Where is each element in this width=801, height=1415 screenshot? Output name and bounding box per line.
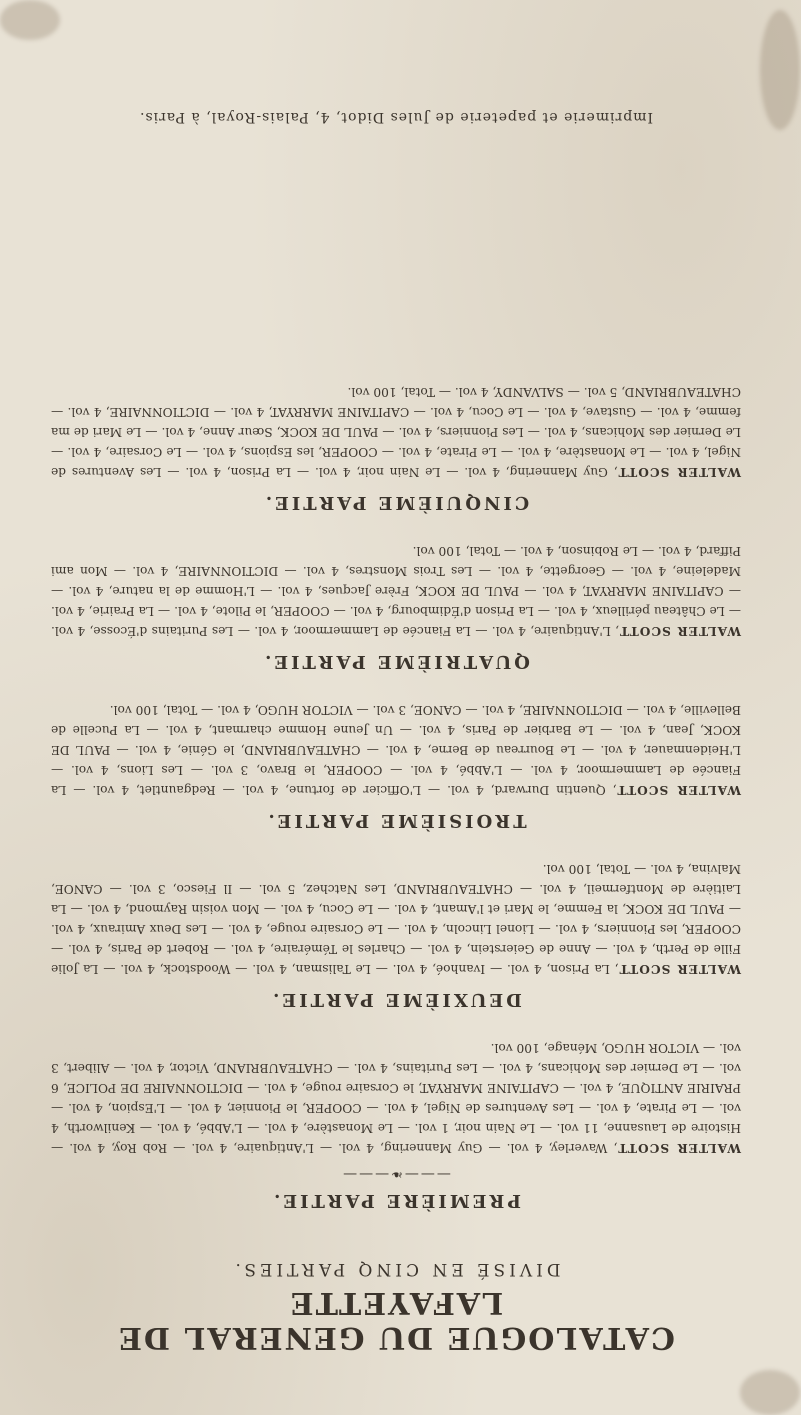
author-lead: WALTER SCOTT [619,624,741,638]
part-list [51,1038,741,1158]
author-lead: WALTER SCOTT [617,465,741,479]
part-text: , La Prison, 4 vol. — Ivanhoé, 4 vol. — Le Talisman, 4 vol. — Woodstock, 4 vol. — La Jolie Fille de Perth, 4 vol. — Anne de Geierstein, 4 vol. — Charles le Téméraire, 4 vol. — Robert de Paris, 4 vol. — COOPER, les Pionniers, 4 vol. — Lionel Lincoln, 4 vol. — Le Corsaire rouge, 4 vol. — Les Deux Amiraux, 4 vol. — PAUL DE KOCK, la Femme, le Mari et l'Amant, 4 vol. — Le Cocu, 4 vol. — Mon voisin Raymond, 4 vol. — La Laitière de Montfermeil, 4 vol. — CHATEAUBRIAND, Les Natchez, 5 vol. — Il Fiesco, 3 vol. — CANOE, Malvina, 4 vol. — Total, 100 vol. [51,862,741,976]
part-heading: TROISIÈME PARTIE. [265,810,527,831]
catalogue-content [51,109,741,1355]
part-section [51,541,741,672]
part-text: , Guy Mannering, 4 vol. — Le Nain noir, 4 vol. — La Prison, 4 vol. — Les Aventures de Nigel, 4 vol. — Le Monastère, 4 vol. — Le Pirate, 4 vol. — COOPER, les Espions, 4 vol. — Le Corsaire, 4 vol. — Le Dernier des Mohicans, 4 vol. — Les Pionniers, 4 vol. — PAUL DE KOCK, Sœur Anne, 4 vol. — Le Mari de ma femme, 4 vol. — Gustave, 4 vol. — Le Cocu, 4 vol. — CAPITAINE MARRYAT, 4 vol. — DICTIONNAIRE, 4 vol. — CHATEAUBRIAND, 5 vol. — SALVANDY, 4 vol. — Total, 100 vol. [51,385,741,479]
printer-footer: Imprimerie et papeterie de Jules Didot, 4, Palais-Royal, à Paris. [139,109,653,125]
catalogue-title: CATALOGUE DU GENERAL DE LAFAYETTE [117,1285,675,1355]
part-list [51,382,741,482]
author-lead: WALTER SCOTT [617,1141,741,1155]
part-list [51,541,741,641]
part-section [51,859,741,1010]
part-heading: QUATRIÈME PARTIE. [262,651,530,672]
part-list [51,700,741,800]
author-lead: WALTER SCOTT [618,962,741,976]
part-list [51,859,741,979]
part-text: , L'Antiquaire, 4 vol. — La Fiancée de Lammermoor, 4 vol. — Les Puritains d'Écosse, 4 vol. — Le Château périlleux, 4 vol. — La Prison d'Édimbourg, 4 vol. — COOPER, le Pilote, 4 vol. — La Prairie, 4 vol. — CAPITAINE MARRYAT, 4 vol. — PAUL DE KOCK, Frère Jacques, 4 vol. — L'Homme de la nature, 4 vol. — Madeleine, 4 vol. — Georgette, 4 vol. — Les Trois Monstres, 4 vol. — DICTIONNAIRE, 4 vol. — Mon ami Piffard, 4 vol. — Le Robinson, 4 vol. — Total, 100 vol. [51,544,741,638]
part-heading: PREMIÈRE PARTIE. [271,1190,521,1211]
part-heading: CINQUIÈME PARTIE. [262,492,530,513]
part-text: , Quentin Durward, 4 vol. — L'Officier de fortune, 4 vol. — Redgauntlet, 4 vol. — La Fiancée de Lammermoor, 4 vol. — L'Abbé, 4 vol. — COOPER, le Bravo, 3 vol. — Les Lions, 4 vol. — L'Heidenmauer, 4 vol. — Le Bourreau de Berne, 4 vol. — CHATEAUBRIAND, le Génie, 4 vol. — PAUL DE KOCK, Jean, 4 vol. — Le Barbier de Paris, 4 vol. — Un Jeune Homme charmant, 4 vol. — La Pucelle de Belleville, 4 vol. — DICTIONNAIRE, 4 vol. — CANOE, 3 vol. — VICTOR HUGO, 4 vol. — Total, 100 vol. [51,703,741,797]
part-text: , Waverley, 4 vol. — Guy Mannering, 4 vol. — L'Antiquaire, 4 vol. — Rob Roy, 4 vol. — Histoire de Lausanne, 11 vol. — Le Nain noir, 1 vol. — Le Monastère, 4 vol. — L'Abbé, 4 vol. — Kenilworth, 4 vol. — Le Pirate, 4 vol. — Les Aventures de Nigel, 4 vol. — COOPER, le Pionnier, 4 vol. — L'Espion, 4 vol. — PRAIRIE ANTIQUE, 4 vol. — CAPITAINE MARRYAT, le Corsaire rouge, 4 vol. — DICTIONNAIRE DE POLICE, 6 vol. — Le Dernier des Mohicans, 4 vol. — Les Puritains, 4 vol. — CHATEAUBRIAND, Victor, 4 vol. — Alibert, 3 vol. — VICTOR HUGO, Ménage, 100 vol. [51,1041,741,1155]
part-section [51,1038,741,1211]
ornament-divider: ———❧——— [341,1166,451,1182]
part-section [51,700,741,831]
part-heading: DEUXIÈME PARTIE. [270,989,522,1010]
part-section [51,382,741,513]
author-lead: WALTER SCOTT [616,783,741,797]
catalogue-subtitle: DIVISÉ EN CINQ PARTIES. [231,1259,561,1279]
